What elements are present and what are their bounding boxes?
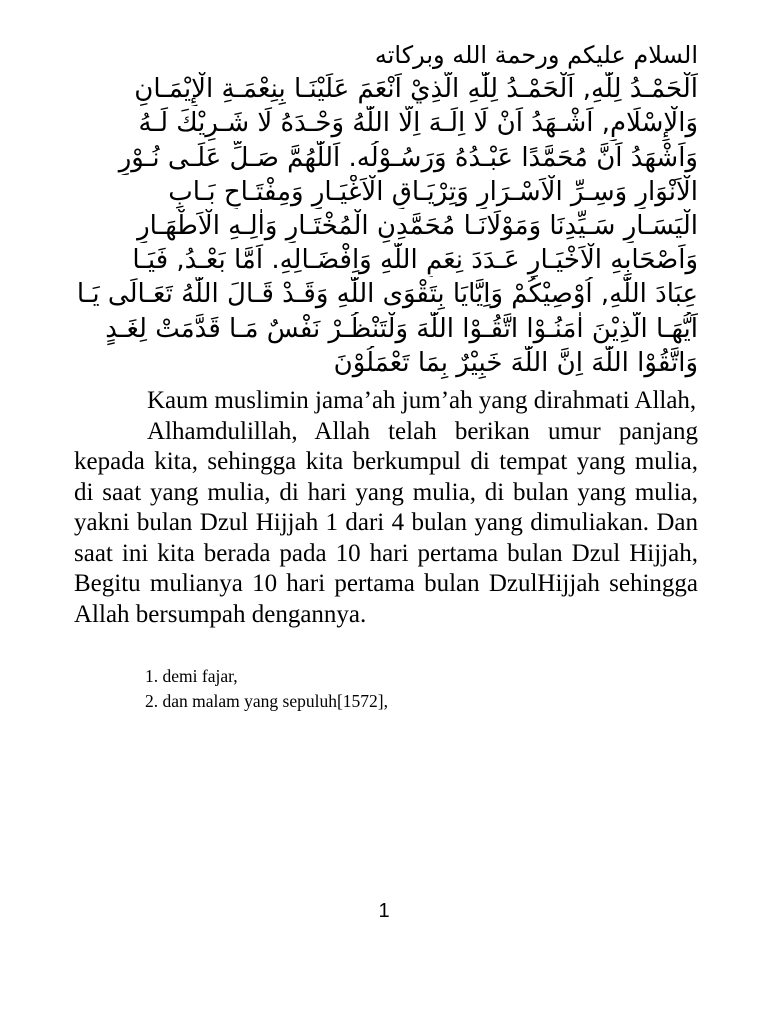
- arabic-line: عِبَادَ اللّٰهِ, اُوْصِيْكُمْ وَاِيَّايَا بِتَقْوَى اللّٰهِ وَقَـدْ قَـالَ اللّٰهُ تَعَـالَى يَـا: [76, 279, 698, 310]
- arabic-line: اَيُّهَـا الَّذِيْنَ اٰمَنُـوْا اتَّقُـوْا اللّٰهَ وَلْتَنْظُـرْ نَفْسٌ مَـا قَدَّمَتْ لِغَـدٍ: [105, 313, 698, 344]
- arabic-line: وَاَشْهَدُ اَنَّ مُحَمَّدًا عَبْـدُهُ وَرَسُـوْلُه. اَللّٰهُمَّ صَـلِّ عَلَـى نُـوْرِ: [118, 142, 698, 173]
- arabic-line: وَالْإِسْلَامِ, اَشْـهَدُ اَنْ لَا اِلَـهَ اِلَّا اللّٰهُ وَحْـدَهُ لَا شَـرِيْكَ لَـهُ: [138, 108, 698, 139]
- paragraph-main: Alhamdulillah, Allah telah berikan umur panjang kepada kita, sehingga kita berkumpul di tempat yang mulia, di saat yang mulia, di hari yang mulia, di bulan yang mulia, yakni bulan Dzul Hijjah 1 dari 4 bulan yang dimuliakan. Dan saat ini kita berada pada 10 hari pertama bulan Dzul Hijjah, Begitu mulianya 10 hari pertama bulan DzulHijjah sehingga Allah bersumpah dengannya.: [74, 417, 698, 628]
- arabic-line: الْاَنْوَارِ وَسِـرِّ الْاَسْـرَارِ وَتِرْيَـاقِ الْاَغْيَـارِ وَمِفْتَـاحِ بَـابِ: [168, 176, 698, 207]
- arabic-line: وَاتَّقُوْا اللّٰهَ اِنَّ اللّٰهَ خَبِيْرٌ بِمَا تَعْمَلُوْنَ: [333, 347, 698, 378]
- list-item: 2. dan malam yang sepuluh[1572],: [145, 691, 389, 712]
- paragraph-greeting: Kaum muslimin jama’ah jum’ah yang dirahmati Allah,: [147, 387, 697, 415]
- body-text: [74, 386, 698, 630]
- page-number: 1: [378, 900, 390, 922]
- arabic-line: الْيَسَـارِ سَـيِّدِنَا وَمَوْلَانَـا مُحَمَّدِنِ الْمُخْتَـارِ وَاٰلِـهِ الْاَطْهَـارِ: [137, 211, 698, 242]
- arabic-line: اَلْحَمْـدُ لِلّٰهِ, اَلْحَمْـدُ لِلّٰهِ الَّذِيْ اَنْعَمَ عَلَيْنَـا بِنِعْمَـةِ الْإِيْمَـانِ: [134, 74, 698, 105]
- arabic-opening-text: [74, 38, 698, 380]
- arabic-greeting: السلام عليكم ورحمة الله وبركاته: [374, 41, 698, 69]
- document-page: [74, 38, 698, 714]
- list-item: 1. demi fajar,: [145, 666, 238, 687]
- arabic-line: وَاَصْحَابِهِ الْاَخْيَـارِ عَـدَدَ نِعَمِ اللّٰهِ وَاِفْضَـالِهِ. اَمَّا بَعْـدُ, فَيَـا: [132, 245, 698, 276]
- numbered-list: [74, 664, 698, 714]
